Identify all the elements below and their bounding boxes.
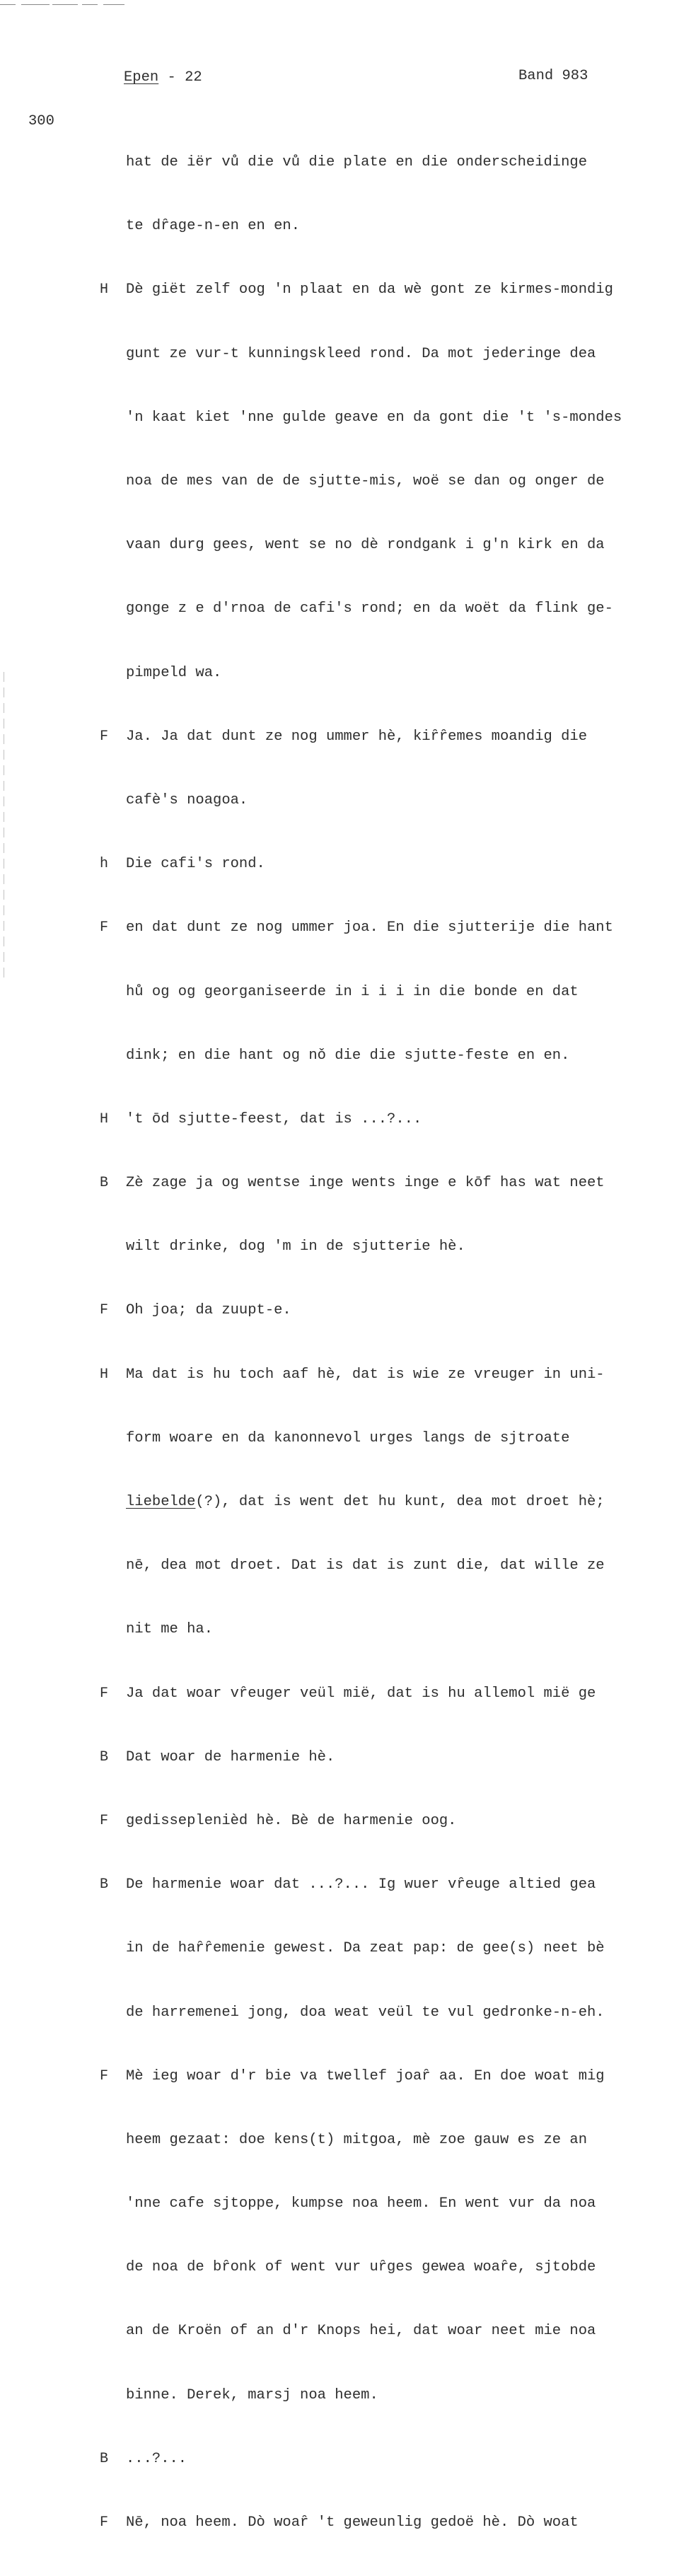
- transcript-line: [95, 279, 661, 301]
- speaker-marker: H: [100, 1366, 109, 1383]
- line-text: Ja. Ja dat dunt ze nog ummer hè, kiȓȓemes moandig die: [126, 728, 588, 745]
- transcript-line: [95, 471, 661, 492]
- speaker-marker: H: [100, 282, 109, 298]
- line-text: Oh joa; da zuupt-e.: [126, 1302, 291, 1319]
- speaker-marker: B: [100, 1876, 109, 1893]
- page-header-location: [124, 67, 202, 88]
- line-text: nē, dea mot droet. Dat is dat is zunt die, dat wille ze: [126, 1557, 605, 1574]
- transcript-body: [95, 110, 661, 2576]
- transcript-line: [95, 1555, 661, 1577]
- transcript-line: [95, 1173, 661, 1194]
- speaker-marker: H: [100, 1110, 109, 1127]
- line-text: Nē, noa heem. Dò woaȓ 't geweunlig gedoë hè. Dò woat: [126, 2514, 579, 2531]
- transcript-line: [95, 1236, 661, 1258]
- transcript-line: [95, 2257, 661, 2278]
- line-text-rest: (?), dat is went det hu kunt, dea mot droet hè;: [195, 1494, 605, 1511]
- line-text: Ma dat is hu toch aaf hè, dat is wie ze vreuger in uni-: [126, 1366, 605, 1383]
- line-text: dink; en die hant og nǒ die die sjutte-feste en en.: [126, 1047, 570, 1064]
- transcript-line: [95, 1364, 661, 1386]
- line-text: Zè zage ja og wentse inge wents inge e kōf has wat neet: [126, 1175, 605, 1192]
- speaker-marker: B: [100, 1748, 109, 1765]
- underlined-word: liebelde: [126, 1494, 196, 1511]
- transcript-line: [95, 2385, 661, 2406]
- transcript-line: [95, 216, 661, 237]
- line-text: pimpeld wa.: [126, 664, 222, 681]
- speaker-marker: F: [100, 2067, 109, 2084]
- transcript-line: [95, 1938, 661, 1959]
- transcript-line: [95, 152, 661, 173]
- transcript-line: [95, 535, 661, 556]
- line-text: noa de mes van de de sjutte-mis, woë se dan og onger de: [126, 473, 605, 490]
- transcript-line: [95, 663, 661, 684]
- line-text: Dat woar de harmenie hè.: [126, 1748, 335, 1765]
- transcript-line: [95, 1300, 661, 1321]
- band-number: Band 983: [518, 68, 588, 84]
- line-text: Die cafi's rond.: [126, 856, 265, 873]
- transcript-line: [95, 1619, 661, 1640]
- line-text: Mè ieg woar d'r bie va twellef joaȓ aa. En doe woat mig: [126, 2067, 605, 2084]
- transcript-line: [95, 344, 661, 365]
- line-text: Dè giët zelf oog 'n plaat en da wè gont ze kirmes-mondig: [126, 282, 613, 298]
- transcript-line: [95, 917, 661, 939]
- transcript-line: [95, 854, 661, 875]
- speaker-marker: F: [100, 1812, 109, 1829]
- transcript-line: [95, 1811, 661, 1832]
- transcript-line: [95, 981, 661, 1002]
- line-text: 'nne cafe sjtoppe, kumpse noa heem. En went vur da noa: [126, 2195, 596, 2212]
- line-text: ...?...: [126, 2450, 187, 2467]
- transcript-line: [95, 2321, 661, 2342]
- transcript-line: [95, 790, 661, 811]
- line-text: gonge z e d'rnoa de cafi's rond; en da woët da flink ge-: [126, 601, 613, 617]
- line-text: De harmenie woar dat ...?... Ig wuer vȓeuge altied gea: [126, 1876, 596, 1893]
- line-text: nit me ha.: [126, 1621, 214, 1638]
- transcript-line: [95, 1492, 661, 1513]
- line-text: en dat dunt ze nog ummer joa. En die sjutterije die hant: [126, 919, 613, 936]
- line-text: Ja dat woar vȓeuger veül mië, dat is hu allemol mië ge: [126, 1685, 596, 1702]
- transcript-line: [95, 407, 661, 429]
- transcript-line: [95, 2193, 661, 2215]
- line-text: vaan durg gees, went se no dè rondgank i g'n kirk en da: [126, 537, 605, 554]
- line-text: de harremenei jong, doa weat veül te vul gedronke-n-eh.: [126, 2004, 605, 2021]
- transcript-line: [95, 1683, 661, 1705]
- transcript-line: [95, 1428, 661, 1449]
- speaker-marker: F: [100, 1685, 109, 1702]
- transcript-line: [95, 1747, 661, 1768]
- line-text: form woare en da kanonnevol urges langs de sjtroate: [126, 1429, 570, 1446]
- speaker-marker: B: [100, 2450, 109, 2467]
- line-text: gunt ze vur-t kunningskleed rond. Da mot jederinge dea: [126, 345, 596, 362]
- margin-line-number: 300: [28, 113, 54, 129]
- transcript-line: [95, 726, 661, 748]
- transcript-line: [95, 1109, 661, 1130]
- line-text: heem gezaat: doe kens(t) mitgoa, mè zoe gauw es ze an: [126, 2131, 588, 2148]
- transcript-line: [95, 2512, 661, 2534]
- speaker-marker: F: [100, 919, 109, 936]
- transcript-line: [95, 2449, 661, 2470]
- line-text: cafè's noagoa.: [126, 791, 248, 808]
- line-text: hat de iër vů die vů die plate en die onderscheidinge: [126, 154, 588, 171]
- speaker-marker: B: [100, 1175, 109, 1192]
- line-text: in de haȓȓemenie gewest. Da zeat pap: de gee(s) neet bè: [126, 1940, 605, 1957]
- transcript-line: [95, 598, 661, 620]
- header-location-name: Epen: [124, 69, 159, 86]
- line-text: [126, 1492, 605, 1513]
- line-text: hů og og georganiseerde in i i i in die bonde en dat: [126, 983, 579, 1000]
- transcript-line: [95, 2002, 661, 2023]
- line-text: gedisseplenièd hè. Bè de harmenie oog.: [126, 1812, 457, 1829]
- transcript-line: [95, 2066, 661, 2087]
- line-text: wilt drinke, dog 'm in de sjutterie hè.: [126, 1238, 465, 1255]
- top-dashed-rule: [0, 4, 124, 5]
- transcript-line: [95, 1045, 661, 1067]
- line-text: 'n kaat kiet 'nne gulde geave en da gont die 't 's-mondes: [126, 409, 622, 426]
- line-text: te dȓage-n-en en en.: [126, 218, 301, 235]
- speaker-marker: F: [100, 2514, 109, 2531]
- speaker-marker: F: [100, 728, 109, 745]
- line-text: de noa de bȓonk of went vur uȓges gewea woaȓe, sjtobde: [126, 2259, 596, 2276]
- speaker-marker: h: [100, 856, 109, 873]
- line-text: 't ōd sjutte-feest, dat is ...?...: [126, 1110, 422, 1127]
- header-page-number: - 22: [158, 69, 202, 86]
- line-text: an de Kroën of an d'r Knops hei, dat woar neet mie noa: [126, 2323, 596, 2340]
- speaker-marker: F: [100, 1302, 109, 1319]
- transcript-line: [95, 2130, 661, 2151]
- line-text: binne. Derek, marsj noa heem.: [126, 2386, 378, 2403]
- transcript-line: [95, 1874, 661, 1896]
